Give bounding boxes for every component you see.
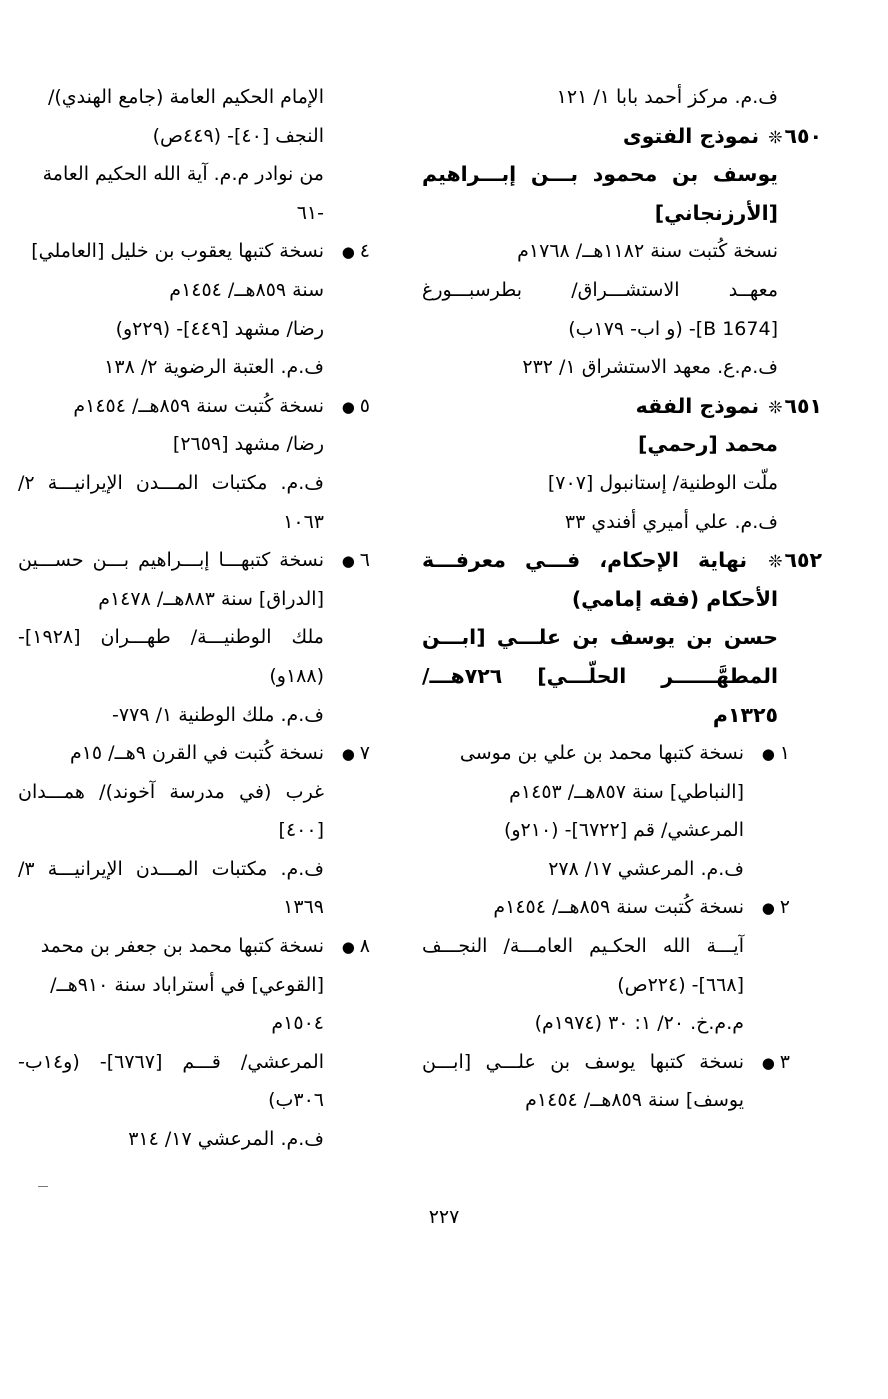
copy-note-continued: [النباطي] سنة ٨٥٧هــ/ ١٤٥٣م	[509, 780, 744, 803]
catalog-reference-continued: -٦١	[296, 201, 324, 224]
manuscript-item-3	[422, 1043, 790, 1120]
shelfmark: النجف [٤٠]- (٤٤٩ص)	[152, 124, 324, 147]
manuscript-item-1	[422, 734, 790, 888]
copy-note: نسخة كتبها محمد بن علي بن موسى	[459, 742, 744, 765]
author-nisba: [الأرزنجاني]	[654, 200, 778, 225]
copy-note: نسخة كُتبت سنة ٨٥٩هــ/ ١٤٥٤م	[73, 394, 324, 417]
author-name-continued: المطهَّــــــر الحلّـــي] ٧٢٦هـــ/	[422, 663, 778, 688]
shelfmark: [B 1674]- (و اب- ١٧٩ب)	[568, 317, 778, 340]
catalog-reference: ف.م. المرعشي ١٧/ ٣١٤	[128, 1128, 324, 1151]
copy-note: نسخة كُتبت سنة ٨٥٩هــ/ ١٤٥٤م	[493, 896, 744, 919]
copy-note-continued: يوسف] سنة ٨٥٩هــ/ ١٤٥٤م	[525, 1089, 744, 1112]
item-marker	[324, 541, 370, 581]
item-number: ١	[779, 742, 790, 765]
item-3-continued	[18, 78, 358, 232]
item-number: ٦	[359, 549, 370, 572]
library-location: معهــد الاستشـــراق/ بطرسبـــورغ	[422, 278, 778, 301]
shelfmark: [٤٠٠]	[278, 819, 324, 842]
manuscript-item-2	[422, 888, 790, 1042]
bullet-icon: ●	[341, 397, 355, 416]
catalog-reference: ف.م. المرعشي ١٧/ ٢٧٨	[548, 857, 744, 880]
entry-heading-651	[422, 387, 822, 426]
shelfmark: المرعشي/ قـــم [٦٧٦٧]- (و١٤ب-	[18, 1050, 324, 1073]
catalog-reference: ف.م.ع. معهد الاستشراق ١/ ٢٣٢	[522, 356, 778, 379]
copy-date: ١٥٠٤م	[271, 1012, 324, 1035]
catalog-reference: ف.م. علي أميري أفندي ٣٣	[564, 510, 778, 533]
star-ornament-icon: ❊	[768, 397, 783, 418]
catalog-reference: ف.م. ملك الوطنية ١/ ٧٧٩-	[112, 703, 324, 726]
item-marker	[744, 888, 790, 928]
catalog-reference: ف.م. مركز أحمد بابا ١/ ١٢١	[556, 86, 778, 108]
bullet-icon: ●	[341, 552, 355, 571]
shelfmark-continued: ٣٠٦ب)	[268, 1089, 324, 1112]
manuscript-item-6	[18, 541, 370, 734]
shelfmark-continued: (١٨٨و)	[269, 664, 324, 687]
catalog-reference: ف.م. مكتبات المـــدن الإيرانيـــة ٣/	[18, 857, 324, 880]
item-number: ٥	[359, 394, 370, 417]
entry-number: ٦٥٢	[784, 548, 823, 573]
item-marker	[744, 1043, 790, 1083]
scan-mark	[38, 1186, 48, 1187]
entry-title: نهاية الإحكام، فـــي معرفـــة	[422, 548, 748, 573]
item-marker	[324, 734, 370, 774]
copy-note: نسخة كتبها يعقوب بن خليل [العاملي]	[31, 240, 324, 263]
item-number: ٣	[779, 1050, 790, 1073]
copy-note: نسخة كُتبت في القرن ٩هــ/ ١٥م	[69, 742, 324, 765]
library-location: الإمام الحكيم العامة (جامع الهندي)/	[47, 86, 324, 108]
bullet-icon: ●	[761, 745, 775, 764]
entry-number: ٦٥١	[784, 393, 822, 418]
catalog-reference: ف.م. مكتبات المـــدن الإيرانيـــة ٢/	[18, 471, 324, 494]
shelfmark: رضا/ مشهد [٢٦٥٩]	[172, 433, 324, 456]
bullet-icon: ●	[341, 938, 355, 957]
manuscript-item-5	[18, 387, 370, 541]
author-name: محمد [رحمي]	[638, 432, 778, 457]
catalog-reference: ف.م. العتبة الرضوية ٢/ ١٣٨	[104, 356, 324, 379]
item-marker	[324, 387, 370, 427]
copy-note: نسخة كتبها يوسف بن علـــي [ابـــن	[422, 1050, 744, 1073]
author-death-date: ١٣٢٥م	[712, 702, 778, 727]
item-marker	[324, 927, 370, 967]
library-location: آيـــة الله الحكـيم العامـــة/ النجـــف	[422, 935, 744, 958]
shelfmark: رضا/ مشهد [٤٤٩]- (٢٢٩و)	[115, 317, 324, 340]
star-ornament-icon: ❊	[768, 552, 783, 573]
library-location: غرب (في مدرسة آخوند)/ همـــدان	[18, 780, 324, 803]
catalog-reference-continued: ١٣٦٩	[283, 896, 324, 919]
entry-heading-650	[422, 117, 822, 156]
bullet-icon: ●	[341, 243, 355, 262]
item-number: ٧	[359, 742, 370, 765]
manuscript-item-7	[18, 734, 370, 927]
entry-title: نموذج الفتوى	[622, 123, 760, 148]
entry-heading-652	[422, 541, 822, 580]
copy-note: نسخة كُتبت سنة ١١٨٢هــ/ ١٧٦٨م	[517, 240, 778, 263]
bullet-icon: ●	[341, 745, 355, 764]
star-ornament-icon: ❊	[768, 127, 783, 148]
entry-title: نموذج الفقه	[635, 393, 760, 418]
item-number: ٨	[359, 935, 370, 958]
catalog-reference: من نوادر م.م. آية الله الحكيم العامة	[42, 163, 324, 186]
copy-note-continued: [القوعي] في أستراباد سنة ٩١٠هــ/	[50, 973, 324, 996]
right-column	[422, 78, 823, 1120]
item-number: ٤	[359, 240, 370, 263]
copy-note: نسخة كتبها محمد بن جعفر بن محمد	[40, 935, 324, 958]
shelfmark: المرعشي/ قم [٦٧٢٢]- (٢١٠و)	[503, 819, 744, 842]
copy-note: نسخة كتبهـــا إبـــراهيم بـــن حســـين	[18, 549, 324, 572]
item-marker	[744, 734, 790, 774]
item-marker	[324, 232, 370, 272]
author-name: حسن بن يوسف بن علـــي [ابـــن	[422, 625, 778, 650]
manuscript-item-4	[18, 232, 370, 386]
entry-title-continued: الأحكام (فقه إمامي)	[571, 586, 778, 611]
copy-note-continued: [الدراق] سنة ٨٨٣هــ/ ١٤٧٨م	[98, 587, 324, 610]
shelfmark: [٦٦٨]- (٢٢٤ص)	[617, 973, 744, 996]
bullet-icon: ●	[761, 899, 775, 918]
copy-note-continued: سنة ٨٥٩هــ/ ١٤٥٤م	[169, 278, 324, 301]
page-number: ٢٢٧	[428, 1206, 460, 1228]
catalog-reference: م.م.خ. ٢٠/ ١: ٣٠ (١٩٧٤م)	[534, 1012, 744, 1035]
library-location: ملّت الوطنية/ إستانبول [٧٠٧]	[547, 471, 778, 494]
author-name: يوسف بن محمود بـــن إبـــراهيم	[422, 162, 778, 187]
entry-number: ٦٥٠	[784, 123, 822, 148]
shelfmark: ملك الوطنيـــة/ طهـــران [١٩٢٨]-	[18, 626, 324, 649]
manuscript-item-8	[18, 927, 370, 1159]
catalog-reference-continued: ١٠٦٣	[283, 510, 324, 533]
item-number: ٢	[779, 896, 790, 919]
bullet-icon: ●	[761, 1053, 775, 1072]
left-column	[18, 78, 370, 1159]
